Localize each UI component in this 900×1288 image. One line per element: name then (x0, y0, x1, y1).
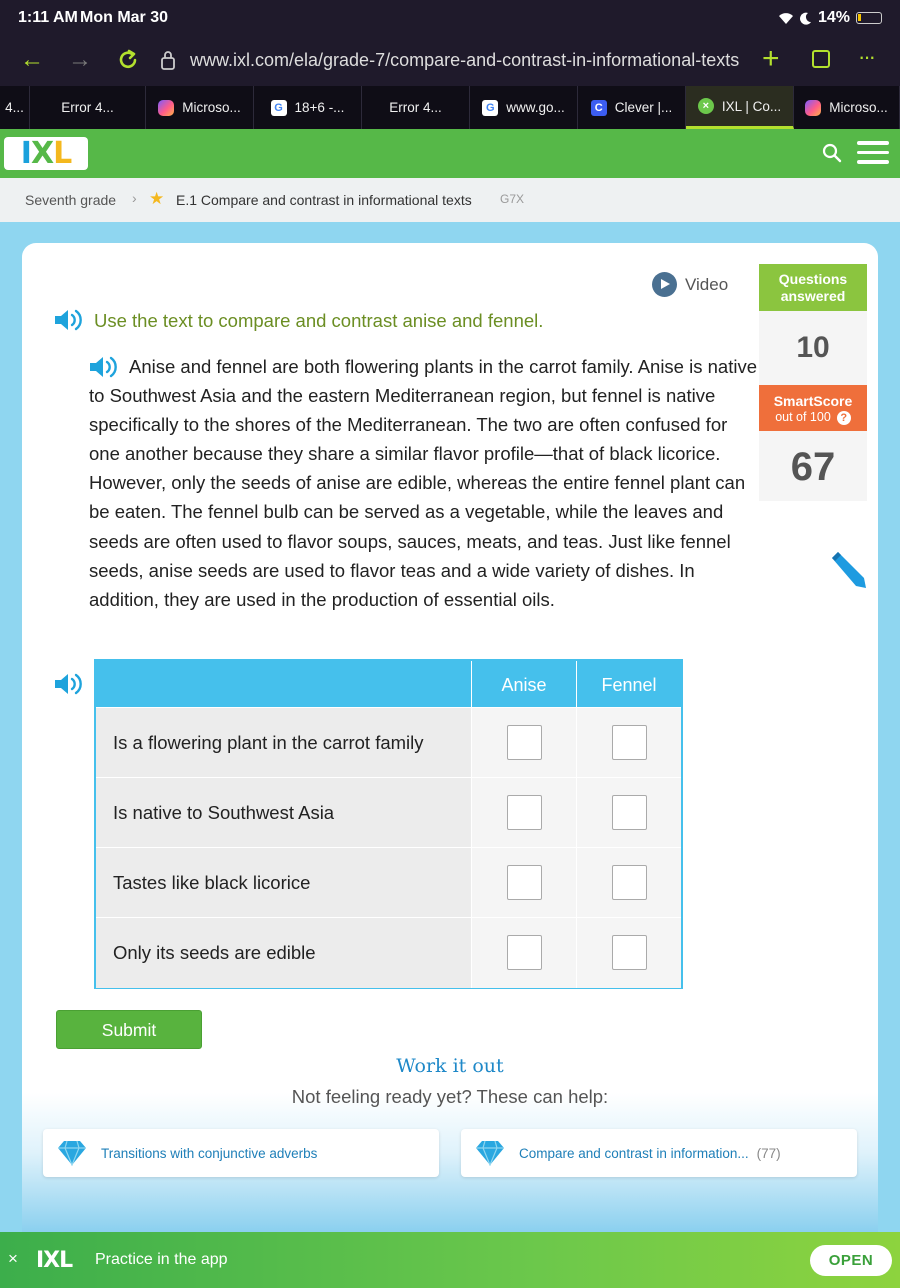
question-instruction: Use the text to compare and contrast anise and fennel. (94, 310, 544, 331)
questions-answered-label: Questions answered (759, 264, 867, 311)
video-button[interactable] (652, 272, 728, 297)
table-cell (471, 848, 576, 918)
tab-0[interactable] (0, 86, 30, 129)
table-cell (576, 708, 681, 778)
help-link-transitions[interactable] (43, 1129, 439, 1177)
ixl-banner-logo: IXL (36, 1248, 73, 1273)
breadcrumb-grade[interactable]: Seventh grade (25, 192, 117, 208)
browser-chrome (0, 0, 900, 129)
ixl-logo[interactable]: I X L (4, 137, 88, 170)
work-it-out-subtitle: Not feeling ready yet? These can help: (291, 1086, 609, 1107)
google-icon: G (482, 100, 498, 116)
status-time: 1:11 AM (18, 9, 78, 26)
close-icon[interactable]: × (8, 1249, 18, 1268)
table-header (96, 661, 681, 707)
row-label: Is native to Southwest Asia (96, 778, 471, 848)
tab-4[interactable] (362, 86, 470, 129)
address-bar (0, 38, 900, 84)
pencil-icon[interactable] (826, 548, 868, 590)
row-label: Tastes like black licorice (96, 848, 471, 918)
table-cell (471, 918, 576, 988)
work-it-out-title: Work it out (396, 1055, 504, 1077)
column-header-anise: Anise (471, 661, 576, 707)
diamond-icon (57, 1140, 87, 1166)
copilot-icon (158, 100, 174, 116)
smartscore-header (759, 385, 867, 431)
help-icon[interactable]: ? (837, 411, 851, 425)
smartscore-sub-text: out of 100 (775, 410, 831, 424)
tab-7-active[interactable] (686, 86, 794, 129)
table-cell (471, 778, 576, 848)
tab-8[interactable] (794, 86, 900, 129)
reading-passage: Anise and fennel are both flowering plants in the carrot family. Anise is native to Southwest Asia and the eastern Mediterranean region, but fennel is native specifically to the shores of the Mediterranean. The two are often confused for one another because they share a similar flavor profile—that of black licorice. However, only the seeds of anise are edible, whereas the entire fennel plant can be eaten. The fennel bulb can be served as a vegetable, while the leaves and seeds are often used to flavor soups, sauces, meats, and teas. Just like fennel seeds, anise seeds are used to flavor teas and a wide variety of dishes. In addition, they are used in the production of essential oils. (89, 356, 757, 610)
fennel-checkbox[interactable] (612, 795, 647, 830)
tabs-overview-icon[interactable] (812, 50, 830, 68)
table-row (96, 917, 681, 987)
diamond-icon (475, 1140, 505, 1166)
speaker-icon[interactable] (53, 671, 85, 697)
anise-checkbox[interactable] (507, 725, 542, 760)
table-cell (471, 708, 576, 778)
video-label: Video (685, 274, 729, 294)
row-label: Only its seeds are edible (96, 918, 471, 988)
copilot-icon (805, 100, 821, 116)
table-cell (576, 848, 681, 918)
tab-2[interactable] (146, 86, 254, 129)
questions-answered-value: 10 (759, 311, 867, 385)
wifi-icon (778, 12, 794, 25)
compare-table (94, 659, 683, 989)
tab-label: Microso... (829, 100, 888, 115)
breadcrumb-skill: E.1 Compare and contrast in informational texts (176, 192, 472, 208)
forward-arrow-icon[interactable]: → (68, 46, 92, 73)
moon-icon (800, 12, 812, 25)
hamburger-menu-icon[interactable] (857, 141, 889, 167)
smartscore-value: 67 (759, 431, 867, 501)
table-row (96, 777, 681, 847)
speaker-icon[interactable] (53, 307, 85, 333)
url-field[interactable]: www.ixl.com/ela/grade-7/compare-and-contrast-in-informational-texts (190, 50, 740, 70)
tab-label: IXL | Co... (721, 98, 782, 114)
help-link-count: (77) (756, 1145, 781, 1161)
tab-3[interactable] (254, 86, 362, 129)
tab-strip (0, 86, 900, 129)
chevron-right-icon: › (132, 190, 137, 206)
row-label: Is a flowering plant in the carrot family (96, 708, 471, 778)
battery-icon (856, 12, 882, 24)
search-icon[interactable] (822, 143, 842, 163)
anise-checkbox[interactable] (507, 795, 542, 830)
lock-icon (160, 50, 176, 70)
smartscore-sub (759, 409, 867, 425)
tab-1[interactable] (30, 86, 146, 129)
tab-label: Error 4... (389, 100, 442, 115)
google-icon: G (271, 100, 287, 116)
open-app-button[interactable]: OPEN (810, 1245, 892, 1276)
table-cell (576, 918, 681, 988)
submit-button[interactable]: Submit (56, 1010, 202, 1049)
tab-label: Clever |... (614, 100, 673, 115)
column-header-fennel: Fennel (576, 661, 681, 707)
tab-label: Microso... (182, 100, 241, 115)
smartscore-label: SmartScore (773, 393, 853, 409)
app-banner (0, 1232, 900, 1288)
status-bar (0, 0, 900, 36)
status-right (778, 9, 882, 27)
help-link-label: Compare and contrast in information... (519, 1145, 749, 1161)
app-banner-text: Practice in the app (95, 1251, 228, 1268)
skill-code: G7X (500, 192, 525, 206)
help-link-compare[interactable] (461, 1129, 857, 1177)
tab-5[interactable] (470, 86, 578, 129)
fennel-checkbox[interactable] (612, 865, 647, 900)
battery-percent: 14% (817, 9, 850, 26)
table-row (96, 707, 681, 777)
tab-label: 4... (5, 100, 24, 115)
status-date: Mon Mar 30 (80, 9, 169, 26)
breadcrumb (0, 178, 900, 222)
fennel-checkbox[interactable] (612, 725, 647, 760)
tab-label: www.go... (506, 100, 565, 115)
back-arrow-icon[interactable]: ← (20, 46, 44, 73)
more-menu-icon[interactable]: ··· (858, 44, 874, 69)
tab-6[interactable] (578, 86, 686, 129)
help-link-label: Transitions with conjunctive adverbs (101, 1145, 318, 1161)
clever-icon: C (591, 100, 607, 116)
star-icon: ★ (149, 189, 165, 208)
table-cell (576, 778, 681, 848)
ixl-header (0, 129, 900, 178)
anise-checkbox[interactable] (507, 935, 542, 970)
new-tab-plus-icon[interactable]: + (762, 42, 780, 75)
play-icon (652, 272, 677, 297)
anise-checkbox[interactable] (507, 865, 542, 900)
table-row (96, 847, 681, 917)
fennel-checkbox[interactable] (612, 935, 647, 970)
tab-label: Error 4... (61, 100, 114, 115)
ixl-icon: × (698, 98, 714, 114)
tab-label: 18+6 -... (294, 100, 345, 115)
reload-icon[interactable] (117, 49, 139, 71)
